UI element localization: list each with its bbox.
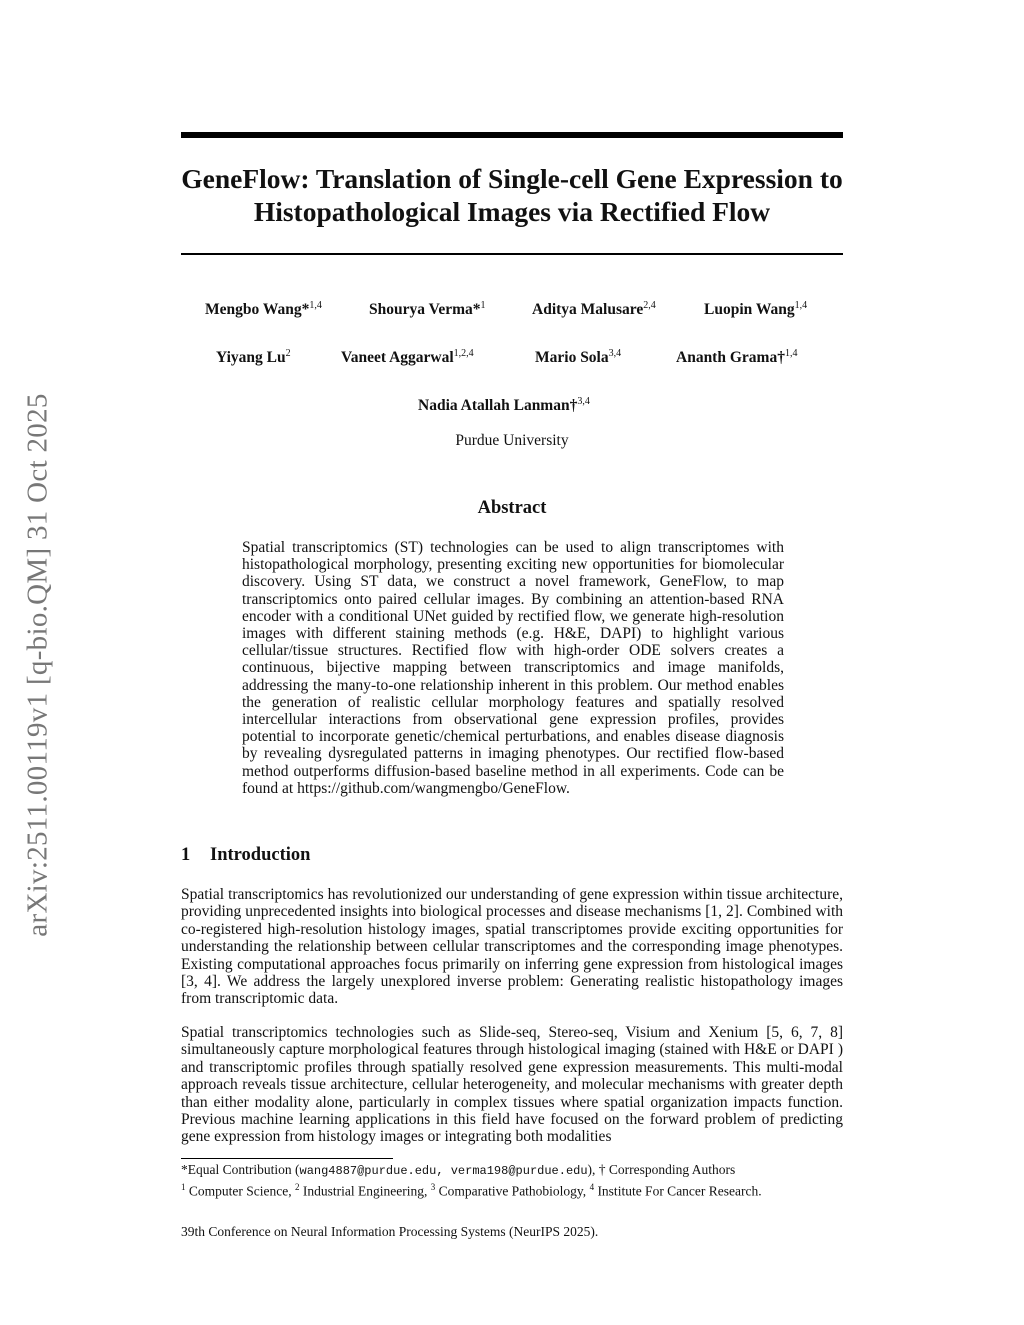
title-top-rule <box>181 132 843 138</box>
arxiv-identifier-text: arXiv:2511.00119v1 [q-bio.QM] 31 Oct 2025 <box>21 393 54 937</box>
affiliation: Purdue University <box>455 432 569 449</box>
abstract-heading: Abstract <box>477 498 547 518</box>
section-heading <box>181 845 310 866</box>
conference-note: 39th Conference on Neural Information Processing Systems (NeurIPS 2025). <box>181 1224 599 1239</box>
footnote-equal-contribution: *Equal Contribution (wang4887@purdue.edu, verma198@purdue.edu), † Corresponding Authors <box>181 1162 736 1178</box>
abstract-text: Spatial transcriptomics (ST) technologies can be used to align transcriptomes with histopathological morphology, presenting exciting new opportunities for biomolecular discovery. Using ST data, we construct a novel framework, GeneFlow, to map transcriptomics onto paired cellular images. By combining an attention-based RNA encoder with a conditional UNet guided by rectified flow, we generate high-resolution images with different staining methods (e.g. H&E, DAPI) to highlight various cellular/tissue structures. Rectified flow with high-order ODE solvers creates a continuous, bijective mapping between transcriptomics and image manifolds, addressing the many-to-one relationship inherent in this problem. Our method enables the generation of realistic cellular morphology features and spatially resolved intercellular interactions from observational gene expression profiles, provides potential to incorporate genetic/chemical perturbations, and enables disease diagnosis by revealing dysregulated patterns in imaging phenotypes. Our rectified flow-based method outperforms diffusion-based baseline method in all experiments. Code can be found at https://github.com/wangmengbo/GeneFlow. <box>242 539 784 797</box>
author: Shourya Verma*$^1$ <box>369 300 486 319</box>
author: Yiyang Lu$^2$ <box>216 348 291 367</box>
author-emails: wang4887@purdue.edu, verma198@purdue.edu <box>299 1164 588 1178</box>
author: Aditya Malusare$^{2,4}$ <box>532 300 656 319</box>
title-bottom-rule <box>181 253 843 255</box>
author: Luopin Wang$^{1,4}$ <box>704 300 808 319</box>
author: Ananth Grama†$^{1,4}$ <box>676 348 798 367</box>
author: Vaneet Aggarwal$^{1,2,4}$ <box>341 348 474 367</box>
author: Mengbo Wang*$^{1,4}$ <box>205 300 322 319</box>
body-paragraph: Spatial transcriptomics has revolutionized our understanding of gene expression within tissue architecture, providing unprecedented insights into biological processes and disease mechanisms [1, 2]. Combined with co-registered high-resolution histology images, spatial transcriptomes provide exciting opportunities for understanding the relationship between cellular transcriptomes and the corresponding image phenotypes. Existing computational approaches focus primarily on inferring gene expression from histological images [3, 4]. We address the largely unexplored inverse problem: Generating realistic histopathology images from transcriptomic data. <box>181 886 843 1008</box>
footnote-rule <box>181 1158 393 1159</box>
section-number: 1 <box>181 845 191 865</box>
section-title: Introduction <box>210 845 311 865</box>
author: Mario Sola$^{3,4}$ <box>535 348 622 367</box>
footnote-departments: $^1$ Computer Science, $^2$ Industrial Engineering, $^3$ Comparative Pathobiology, $^4$ Institute For Cancer Research. <box>181 1182 762 1199</box>
paper-title: GeneFlow: Translation of Single-cell Gene Expression to Histopathological Images via Rectified Flow <box>181 163 843 227</box>
author: Nadia Atallah Lanman†$^{3,4}$ <box>418 396 590 415</box>
body-paragraph: Spatial transcriptomics technologies such as Slide-seq, Stereo-seq, Visium and Xenium [5, 6, 7, 8] simultaneously capture morphological features through histological imaging (stained with H&E or DAPI ) and transcriptomic profiles through spatially resolved gene expression measurements. This multi-modal approach reveals tissue architecture, cellular heterogeneity, and molecular mechanisms with greater depth than either modality alone, particularly in complex tissues where spatial organization impacts function. Previous machine learning applications in this field have focused on the forward problem of predicting gene expression from histology images or integrating both modalities <box>181 1024 843 1146</box>
